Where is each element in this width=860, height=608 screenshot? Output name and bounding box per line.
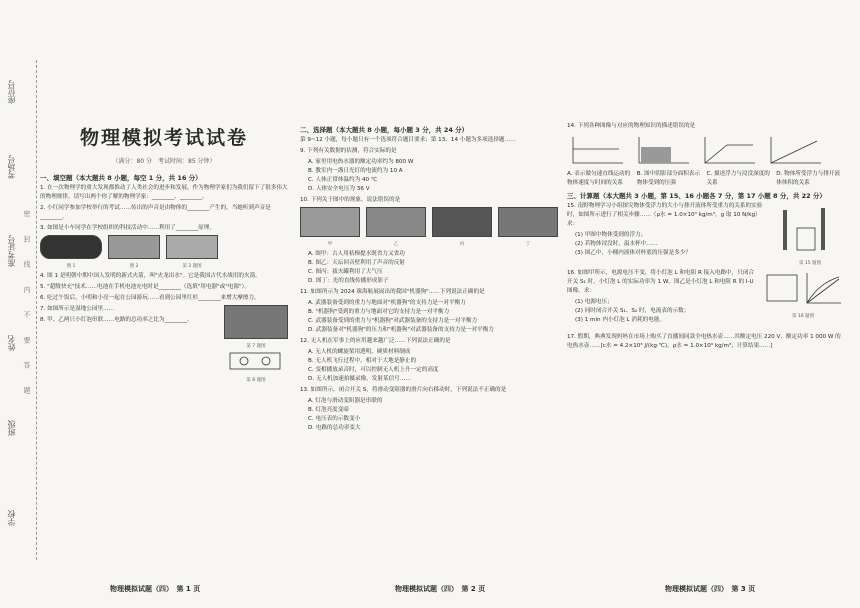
figure-row-q7 (40, 305, 288, 383)
figure: 图 1 (40, 235, 102, 269)
question-16-block (567, 269, 843, 327)
question-13: 13. 如图所示，闭合开关 S，将滑动变阻器的滑片向右移动时，下列说法不正确的是 (300, 387, 507, 393)
figure-caption: 第 15 题图 (798, 261, 822, 266)
binding-field: 准考证号 (7, 235, 16, 267)
options-q14: A. 表示做匀速直线运动的物体速度与时间的关系 B. 图中阴影部分面积表示物体受到的压强 C. 描述浮力与浸没深度的关系 D. 物体所受浮力与排开液体体积的关系 (567, 171, 841, 186)
graph-row-q14 (567, 133, 843, 167)
question-14: 14. 下列各种图像与对应的物理知识的描述错误的是 (567, 123, 696, 129)
binding-field: 座位号 (7, 80, 16, 104)
section-heading: 三、计算题（本大题共 3 小题，第 15、16 小题各 7 分，第 17 小题 8 分，共 22 分） (567, 192, 826, 200)
graph-a (567, 133, 627, 167)
figure-caption: 第 8 题图 (246, 378, 266, 383)
circuit-diagram (224, 349, 286, 373)
circuit-and-graph (763, 269, 843, 309)
figure: 图 2 (108, 235, 160, 269)
figure: 第 3 题图 (166, 235, 218, 269)
question-12: 12. 无人机在军事上的应用越来越广泛……下列说法正确的是 (300, 338, 451, 344)
section-heading: 二、选择题（本大题共 8 小题，每小题 3 分，共 24 分） (300, 126, 469, 134)
question-2: 2. 小红同学参加学校举行的考试……传出的声音是由物体的________产生的，当她听到声音是________。 (40, 205, 271, 220)
page-footer: 物理模拟试题（四） 第 2 页 (395, 585, 486, 593)
question-17: 17. 假期，典典发现妈妈在市场上购买了直播间同款全电热水壶……其额定电压 220 V，额定功率 1 000 W 的电热水壶……[c水 = 4.2×10³ J/(kg·℃)，ρ水 = 1.0×10³ kg/m³，计算结果……] (567, 334, 841, 349)
page-footer: 物理模拟试题（四） 第 1 页 (110, 585, 201, 593)
question-6: 6. 吃过午饭后，小明和小亮一起在公园游玩……看到公园里红杉________来增大摩擦力。 (40, 295, 260, 301)
graph-d (765, 133, 825, 167)
binding-field: 班级 (7, 420, 16, 436)
options-q12: A. 无人机的螺旋桨用透明、硬质材料制成 B. 无人机飞行过程中，相对于大地是静止的 C. 变相播放录音时，可以控制无人机上升一定的高度 D. 无人机加速拍摄录像，发射某信号…… (308, 349, 439, 382)
section-heading: 一、填空题（本大题共 8 小题，每空 1 分，共 16 分） (40, 174, 202, 182)
question-9: 9. 下列有关数据的估测，符合实际的是 (300, 148, 397, 154)
options-q11: A. 武器装备受到的重力与地面对"机器狗"的支持力是一对平衡力 B. "机器狗"受到的重力与地面对它的支持力是一对平衡力 C. 武器装备受到的重力与"机器狗"对武器装备的支持力是一对平衡力 D. 武器装备对"机器狗"的压力和"机器狗"对武器装备的支持力是一对平衡力 (308, 300, 494, 333)
question-16: 16. 如图甲所示，电源电压不变，将小灯泡 L 和电阻 R 接入电路中，只闭合开关 S₁ 时，小灯泡 L 的实际功率为 1 W。图乙是小灯泡 L 和电阻 R 的 I-U 图像。求： (567, 270, 755, 294)
photo-figure (224, 305, 288, 339)
binding-strip (0, 60, 37, 560)
column-page-1 (40, 95, 288, 565)
page-footer: 物理模拟试题（四） 第 3 页 (665, 585, 756, 593)
figure-caption: 第 16 题图 (791, 314, 815, 319)
question-5: 5. "超级快充"技术……电池在手机电池充电时是________（选填"用电器"或"电源"）。 (40, 284, 250, 290)
column-page-2 (300, 122, 560, 592)
section-intro: 第 9~12 小题，每小题只有一个选项符合题目要求；第 13、14 小题为多项选择题…… (300, 137, 516, 143)
binding-field: 学校 (7, 510, 16, 526)
question-7: 7. 如图所示是湿地公园里…… (40, 306, 115, 312)
question-3: 3. 如图是小车同学在学校组织的科技活动中……利用了________原理。 (40, 225, 215, 231)
figure-row-q3 (40, 235, 288, 269)
options-q9: A. 家里用电热水器的额定功率约为 800 W B. 教室内一盏日光灯的电流约为 10 A C. 人体正常体温约为 40 ℃ D. 人体安全电压为 36 V (308, 159, 414, 192)
figure-row-q10: 甲 乙 丙 丁 (300, 207, 560, 247)
exam-meta: （满分：80 分 考试时间：85 分钟） (112, 158, 216, 165)
parts-q16: (1) 电源电压； (2) 同时闭合开关 S₁、S₂ 时，电流表的示数； (3) 1 min 内小灯泡 L 消耗的电能。 (575, 299, 690, 323)
question-15: 15. 南野物理学习小组探究物体受浮力的大小与排开液体所受重力的关系的实验时，如图所示进行了相关步骤……（ρ水 = 1.0×10³ kg/m³，g 取 10 N/kg）求： (567, 203, 763, 227)
experiment-figure (777, 202, 843, 256)
question-4: 4. 图 1 是明朝中期中国人发明的新式火箭，叫"火龙出水"。它是我国古代水战用的火箭。 (40, 273, 261, 279)
question-1: 1. 在一次物理学的重大发现都推动了人类社会的进步和发展，作为物理学家们为我们留下了很多伟大的物理规律。请写出两个你了解的物理学家：________、________。 (40, 185, 288, 200)
binding-field: 考场号 (7, 155, 16, 179)
graph-c (699, 133, 759, 167)
seal-line-text: 密 封 线 内 不 要 答 题 (23, 210, 31, 402)
options-q10: A. 图甲：古人用桔槔提水既省力又省功 B. 图乙：天坛回音壁利用了声音的反射 C. 图丙：拔火罐利用了大气压 D. 图丁：光的直线传播形成影子 (308, 251, 405, 284)
figure-caption: 第 7 题图 (246, 344, 266, 349)
options-q13: A. 灯泡与滑动变阻器是串联的 B. 灯泡亮度变暗 C. 电压表的示数变小 D. 电路的总功率变大 (308, 398, 383, 431)
parts-q15: (1) 甲图中物体受到的浮力； (2) 若物体浸没时，溢水杯中…… (3) 图乙中，小桶内液体对杯底的压强是多少？ (575, 232, 691, 256)
graph-b (633, 133, 693, 167)
question-8: 8. 甲、乙两只小灯泡串联……电路的总功率之比为________。 (40, 317, 193, 323)
exam-title: 物理模拟考试试卷 (79, 127, 248, 149)
question-11: 11. 如图所示为 2024 珠海航展展出的我国"机器狗"……下列说法正确的是 (300, 289, 485, 295)
question-10: 10. 下列关于图中的现象，说法错误的是 (300, 197, 401, 203)
question-15-block (567, 202, 843, 266)
column-page-3 (567, 122, 843, 592)
binding-field: 姓名 (7, 335, 16, 351)
